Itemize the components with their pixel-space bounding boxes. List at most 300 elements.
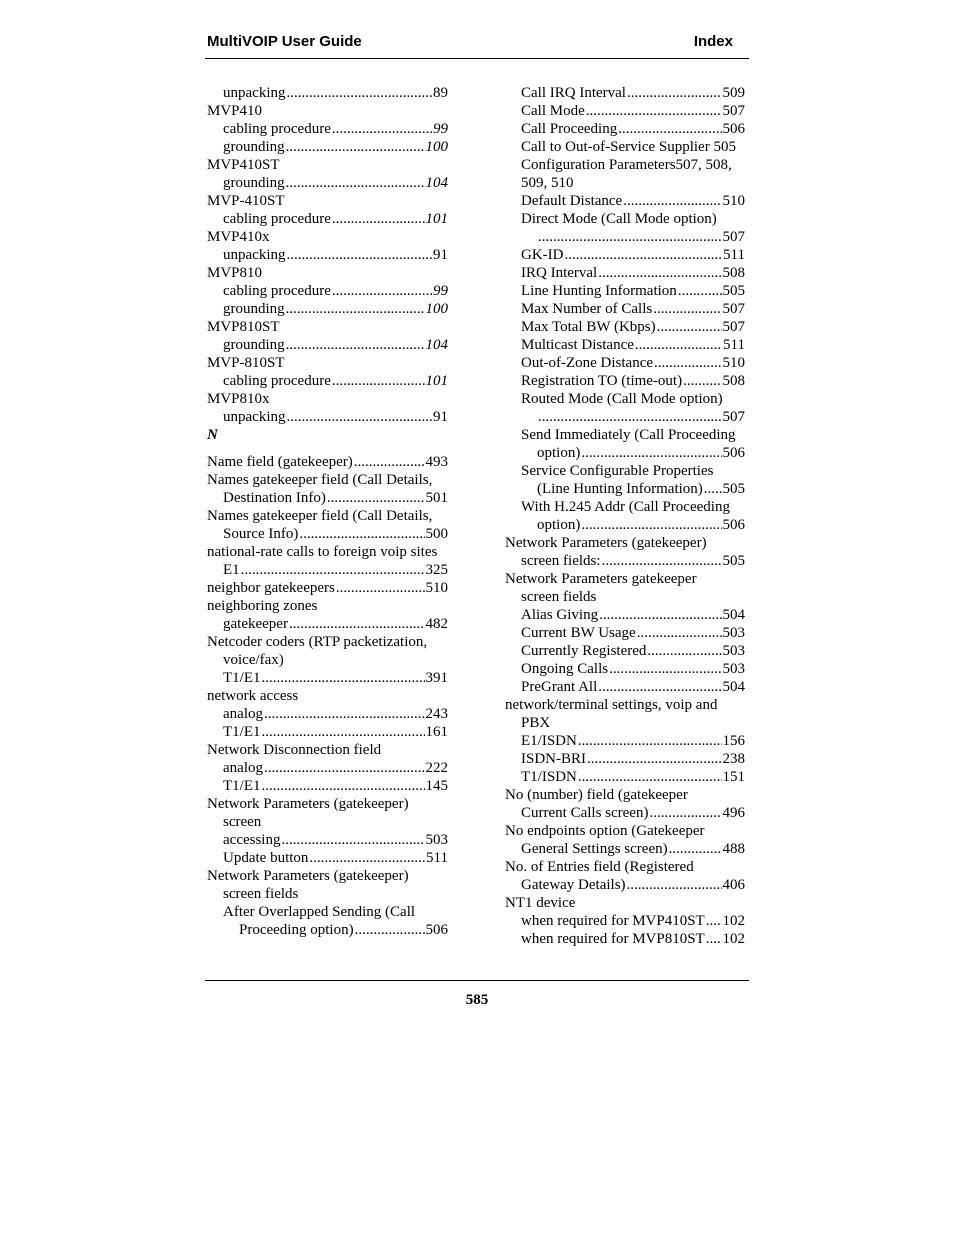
index-entry-term: T1/ISDN — [521, 769, 577, 785]
index-entry — [207, 795, 448, 813]
index-entry — [505, 228, 745, 246]
index-entry — [207, 120, 448, 138]
index-entry-page: 496 — [722, 805, 745, 821]
index-entry — [505, 858, 745, 876]
index-entry — [207, 102, 448, 120]
dot-leader — [327, 489, 425, 507]
index-entry-term: grounding — [223, 175, 285, 191]
index-entry — [207, 723, 448, 741]
dot-leader — [669, 840, 722, 858]
index-entry — [207, 525, 448, 543]
index-entry-term: MVP410 — [207, 103, 263, 119]
index-entry-term: Network Parameters (gatekeeper) — [207, 868, 409, 884]
index-entry-page: 503 — [722, 625, 745, 641]
dot-leader — [332, 120, 432, 138]
header-section: Index — [693, 33, 733, 50]
index-entry-term: unpacking — [223, 409, 286, 425]
index-entry — [505, 930, 745, 948]
index-entry — [207, 669, 448, 687]
index-entry-term: when required for MVP810ST — [521, 931, 705, 947]
index-entry — [207, 390, 448, 408]
index-entry-page: 507 — [722, 229, 745, 245]
index-entry-term: Gateway Details) — [521, 877, 626, 893]
dot-leader — [336, 579, 425, 597]
index-entry-page: 482 — [425, 616, 448, 632]
index-entry — [505, 408, 745, 426]
index-entry-page: 501 — [425, 490, 448, 506]
index-entry-page: 104 — [425, 337, 448, 353]
dot-leader — [654, 354, 721, 372]
index-entry-term: Default Distance — [521, 193, 623, 209]
index-entry-term: screen fields: — [521, 553, 601, 569]
index-entry — [505, 876, 745, 894]
index-entry-page: 507 — [722, 103, 745, 119]
dot-leader — [587, 750, 721, 768]
index-letter: N — [207, 427, 218, 443]
index-entry-term: Alias Giving — [521, 607, 599, 623]
dot-leader — [653, 300, 721, 318]
index-entry-term: Proceeding option) — [239, 922, 354, 938]
dot-leader — [264, 705, 425, 723]
index-entry-term: MVP-410ST — [207, 193, 285, 209]
dot-leader — [538, 408, 722, 426]
index-entry-term: when required for MVP410ST — [521, 913, 705, 929]
index-entry-page: 507 — [722, 319, 745, 335]
index-entry-term: voice/fax) — [223, 652, 284, 668]
dot-leader — [289, 615, 425, 633]
dot-leader — [286, 300, 425, 318]
index-entry-term: Network Parameters (gatekeeper) — [207, 796, 409, 812]
dot-leader — [618, 120, 721, 138]
index-entry-term: Current Calls screen) — [521, 805, 649, 821]
index-entry-page: 151 — [722, 769, 745, 785]
index-entry-page: 507 — [722, 301, 745, 317]
index-entry — [207, 813, 448, 831]
dot-leader — [286, 138, 425, 156]
index-entry-page: 506 — [722, 517, 745, 533]
index-entry-term: GK-ID — [521, 247, 564, 263]
index-entry-term: Send Immediately (Call Proceeding — [521, 427, 736, 443]
index-entry-page: 91 — [433, 247, 448, 263]
index-entry — [207, 174, 448, 192]
index-entry-term: With H.245 Addr (Call Proceeding — [521, 499, 730, 515]
index-entry-term: analog — [223, 706, 263, 722]
index-entry — [505, 192, 745, 210]
index-entry — [505, 696, 745, 714]
dot-leader — [649, 804, 721, 822]
index-entry — [505, 570, 745, 588]
dot-leader — [637, 624, 722, 642]
index-entry-page: 488 — [722, 841, 745, 857]
index-entry-page: 222 — [425, 760, 448, 776]
index-entry-term: T1/E1 — [223, 670, 261, 686]
index-entry — [207, 264, 448, 282]
index-entry — [207, 282, 448, 300]
index-entry-term: MVP810 — [207, 265, 263, 281]
index-entry-term: After Overlapped Sending (Call — [223, 904, 416, 920]
index-entry-term: Names gatekeeper field (Call Details, — [207, 508, 433, 524]
footer-rule — [205, 980, 749, 981]
dot-leader — [602, 552, 722, 570]
dot-leader — [609, 660, 721, 678]
dot-leader — [627, 84, 722, 102]
page-number: 585 — [465, 992, 489, 1008]
index-entry — [207, 471, 448, 489]
index-entry — [207, 921, 448, 939]
index-entry — [207, 705, 448, 723]
index-entry — [207, 372, 448, 390]
index-entry — [505, 426, 745, 444]
index-entry-page: 238 — [722, 751, 745, 767]
dot-leader — [332, 282, 432, 300]
index-entry-term: grounding — [223, 337, 285, 353]
index-entry-term: grounding — [223, 139, 285, 155]
index-entry-term: MVP810x — [207, 391, 270, 407]
dot-leader — [581, 516, 721, 534]
index-entry-term: Names gatekeeper field (Call Details, — [207, 472, 433, 488]
running-header — [207, 33, 733, 53]
index-entry-page: 511 — [723, 337, 745, 353]
index-entry-term: T1/E1 — [223, 724, 261, 740]
dot-leader — [286, 408, 432, 426]
dot-leader — [538, 228, 722, 246]
index-entry — [505, 516, 745, 534]
index-entry-page: 506 — [722, 445, 745, 461]
index-entry-page: 511 — [723, 247, 745, 263]
index-entry-term: accessing — [223, 832, 281, 848]
index-entry-term: Current BW Usage — [521, 625, 636, 641]
index-entry-page: 508 — [722, 373, 745, 389]
index-entry-term: MVP-810ST — [207, 355, 285, 371]
index-entry-page: 102 — [722, 931, 745, 947]
index-entry-page: 510 — [425, 580, 448, 596]
index-entry — [207, 687, 448, 705]
dot-leader — [706, 912, 722, 930]
index-entry — [505, 624, 745, 642]
index-entry-term: Service Configurable Properties — [521, 463, 714, 479]
dot-leader — [657, 318, 722, 336]
index-entry-page: 507 — [722, 409, 745, 425]
index-entry-term: screen fields — [521, 589, 597, 605]
index-entry-term: Call IRQ Interval — [521, 85, 626, 101]
index-entry — [505, 138, 745, 156]
index-entry — [207, 741, 448, 759]
index-entry — [207, 849, 448, 867]
index-entry-page: 505 — [722, 481, 745, 497]
index-entry-page: 505 — [722, 553, 745, 569]
index-entry — [505, 264, 745, 282]
dot-leader — [355, 921, 425, 939]
dot-leader — [678, 282, 722, 300]
index-entry — [207, 318, 448, 336]
index-entry-term: (Line Hunting Information) — [537, 481, 703, 497]
index-entry — [207, 543, 448, 561]
index-entry-page: 325 — [425, 562, 448, 578]
dot-leader — [241, 561, 425, 579]
index-entry-term: option) — [537, 445, 581, 461]
index-entry — [207, 84, 448, 102]
index-entry — [207, 210, 448, 228]
index-entry — [207, 597, 448, 615]
dot-leader — [286, 336, 425, 354]
index-entry-term: Call Mode — [521, 103, 585, 119]
index-entry — [505, 732, 745, 750]
dot-leader — [683, 372, 721, 390]
index-entry-term: gatekeeper — [223, 616, 288, 632]
index-entry — [505, 912, 745, 930]
index-entry — [505, 840, 745, 858]
index-entry — [505, 318, 745, 336]
index-entry-term: neighboring zones — [207, 598, 318, 614]
index-entry-page: 101 — [425, 373, 448, 389]
index-entry — [505, 606, 745, 624]
index-entry-term: Out-of-Zone Distance — [521, 355, 654, 371]
index-entry-page: 509 — [722, 85, 745, 101]
index-entry — [207, 561, 448, 579]
dot-leader — [286, 84, 432, 102]
index-entry — [505, 822, 745, 840]
dot-leader — [354, 453, 425, 471]
index-entry-term: Call Proceeding — [521, 121, 618, 137]
index-entry-term: MVP810ST — [207, 319, 280, 335]
index-entry — [207, 777, 448, 795]
index-entry-page: 503 — [722, 661, 745, 677]
index-entry-term: screen — [223, 814, 262, 830]
dot-leader — [627, 876, 722, 894]
index-entry — [207, 453, 448, 471]
index-entry — [207, 759, 448, 777]
index-entry-term: ISDN-BRI — [521, 751, 587, 767]
index-entry-term: No endpoints option (Gatekeeper — [505, 823, 705, 839]
dot-leader — [647, 642, 721, 660]
index-entry-term: option) — [537, 517, 581, 533]
index-entry-page: 91 — [433, 409, 448, 425]
index-entry — [207, 246, 448, 264]
index-entry-page: 161 — [425, 724, 448, 740]
index-entry-term: national-rate calls to foreign voip sites — [207, 544, 438, 560]
index-entry-term: analog — [223, 760, 263, 776]
index-entry-term: Max Number of Calls — [521, 301, 653, 317]
dot-leader — [281, 831, 424, 849]
index-entry — [505, 714, 745, 732]
index-entry-page: 391 — [425, 670, 448, 686]
index-entry-term: PBX — [521, 715, 551, 731]
index-entry — [505, 642, 745, 660]
dot-leader — [581, 444, 721, 462]
dot-leader — [332, 372, 425, 390]
dot-leader — [598, 678, 721, 696]
index-entry — [207, 831, 448, 849]
index-entry — [207, 885, 448, 903]
index-entry-term: MVP410x — [207, 229, 270, 245]
index-entry — [505, 390, 745, 408]
index-entry-page: 508 — [722, 265, 745, 281]
index-entry — [505, 480, 745, 498]
index-entry-page: 506 — [425, 922, 448, 938]
dot-leader — [635, 336, 722, 354]
index-entry — [505, 498, 745, 516]
index-entry-term: Name field (gatekeeper) — [207, 454, 353, 470]
index-entry — [505, 534, 745, 552]
index-entry-page: 493 — [425, 454, 448, 470]
index-entry-page: 145 — [425, 778, 448, 794]
index-entry-page: 505 — [722, 283, 745, 299]
dot-leader — [598, 264, 721, 282]
index-entry — [207, 507, 448, 525]
index-entry-term: No (number) field (gatekeeper — [505, 787, 688, 803]
index-entry — [505, 750, 745, 768]
index-entry-page: 104 — [425, 175, 448, 191]
index-entry-page: 102 — [722, 913, 745, 929]
index-entry — [505, 246, 745, 264]
index-entry-term: General Settings screen) — [521, 841, 668, 857]
dot-leader — [704, 480, 722, 498]
index-entry — [207, 156, 448, 174]
dot-leader — [262, 669, 425, 687]
index-entry-page: 503 — [722, 643, 745, 659]
dot-leader — [578, 732, 722, 750]
index-entry — [207, 408, 448, 426]
index-entry-term: Configuration Parameters507, 508, — [521, 157, 732, 173]
index-entry-term: NT1 device — [505, 895, 576, 911]
header-rule — [205, 58, 749, 59]
index-entry-term: cabling procedure — [223, 121, 331, 137]
index-entry-page: 510 — [722, 193, 745, 209]
index-entry — [207, 300, 448, 318]
index-column-left — [207, 84, 448, 939]
index-entry-term: Line Hunting Information — [521, 283, 677, 299]
index-entry-term: PreGrant All — [521, 679, 598, 695]
index-entry — [207, 867, 448, 885]
dot-leader — [565, 246, 723, 264]
index-entry-page: 506 — [722, 121, 745, 137]
index-entry-term: Source Info) — [223, 526, 299, 542]
dot-leader — [623, 192, 721, 210]
dot-leader — [264, 759, 425, 777]
index-entry-term: unpacking — [223, 85, 286, 101]
index-entry-term: Netcoder coders (RTP packetization, — [207, 634, 428, 650]
index-entry — [505, 894, 745, 912]
index-entry — [505, 210, 745, 228]
index-entry-term: Max Total BW (Kbps) — [521, 319, 656, 335]
index-entry — [505, 678, 745, 696]
dot-leader — [586, 102, 722, 120]
index-entry-term: Routed Mode (Call Mode option) — [521, 391, 723, 407]
index-entry-page: 511 — [426, 850, 448, 866]
index-entry-term: Registration TO (time-out) — [521, 373, 683, 389]
index-entry — [207, 633, 448, 651]
index-entry — [207, 336, 448, 354]
index-entry — [505, 768, 745, 786]
dot-leader — [578, 768, 722, 786]
index-entry-page: 510 — [722, 355, 745, 371]
index-entry — [207, 615, 448, 633]
index-entry-page: 156 — [722, 733, 745, 749]
index-entry — [505, 660, 745, 678]
index-entry — [207, 192, 448, 210]
index-entry — [505, 804, 745, 822]
index-entry — [505, 300, 745, 318]
index-entry-page: 101 — [425, 211, 448, 227]
dot-leader — [599, 606, 721, 624]
index-entry — [505, 102, 745, 120]
index-entry-term: T1/E1 — [223, 778, 261, 794]
index-entry — [505, 588, 745, 606]
index-column-right — [505, 84, 745, 948]
index-entry — [505, 336, 745, 354]
index-entry-term: 509, 510 — [521, 175, 574, 191]
header-title: MultiVOIP User Guide — [207, 33, 362, 50]
index-entry — [505, 354, 745, 372]
index-entry-term: grounding — [223, 301, 285, 317]
index-entry-page: 99 — [433, 283, 448, 299]
index-entry — [207, 579, 448, 597]
index-entry-term: MVP410ST — [207, 157, 280, 173]
dot-leader — [332, 210, 425, 228]
index-entry — [505, 282, 745, 300]
index-entry-term: network access — [207, 688, 299, 704]
index-entry-page: 406 — [722, 877, 745, 893]
index-entry — [505, 84, 745, 102]
index-entry — [505, 552, 745, 570]
index-entry — [505, 786, 745, 804]
index-entry-term: E1 — [223, 562, 240, 578]
dot-leader — [706, 930, 722, 948]
index-entry-term: Multicast Distance — [521, 337, 634, 353]
dot-leader — [286, 246, 432, 264]
index-entry-page: 504 — [722, 607, 745, 623]
index-entry — [505, 372, 745, 390]
index-entry-page: 100 — [425, 139, 448, 155]
index-entry-term: Direct Mode (Call Mode option) — [521, 211, 717, 227]
index-entry-term: Ongoing Calls — [521, 661, 609, 677]
index-entry-term: Call to Out-of-Service Supplier 505 — [521, 139, 736, 155]
index-entry-term: Network Disconnection field — [207, 742, 382, 758]
index-entry-term: Destination Info) — [223, 490, 326, 506]
index-entry-page: 89 — [433, 85, 448, 101]
index-entry — [207, 354, 448, 372]
index-entry-term: Network Parameters gatekeeper — [505, 571, 697, 587]
index-entry-term: cabling procedure — [223, 373, 331, 389]
index-entry — [505, 120, 745, 138]
index-entry-term: IRQ Interval — [521, 265, 598, 281]
dot-leader — [299, 525, 424, 543]
index-entry — [505, 174, 745, 192]
index-entry — [207, 903, 448, 921]
index-entry-page: 99 — [433, 121, 448, 137]
index-entry — [505, 156, 745, 174]
index-entry-term: Currently Registered — [521, 643, 647, 659]
index-entry-term: unpacking — [223, 247, 286, 263]
index-entry-term: Network Parameters (gatekeeper) — [505, 535, 707, 551]
index-entry — [207, 138, 448, 156]
index-entry-term: No. of Entries field (Registered — [505, 859, 694, 875]
index-entry-page: 504 — [722, 679, 745, 695]
index-entry-term: E1/ISDN — [521, 733, 577, 749]
dot-leader — [262, 723, 425, 741]
index-entry-term: cabling procedure — [223, 283, 331, 299]
dot-leader — [286, 174, 425, 192]
dot-leader — [309, 849, 425, 867]
index-entry-page: 503 — [425, 832, 448, 848]
index-entry — [207, 651, 448, 669]
index-entry-term: network/terminal settings, voip and — [505, 697, 718, 713]
index-letter-heading — [207, 426, 448, 453]
index-entry — [505, 462, 745, 480]
index-entry-term: cabling procedure — [223, 211, 331, 227]
index-entry-page: 500 — [425, 526, 448, 542]
dot-leader — [262, 777, 425, 795]
